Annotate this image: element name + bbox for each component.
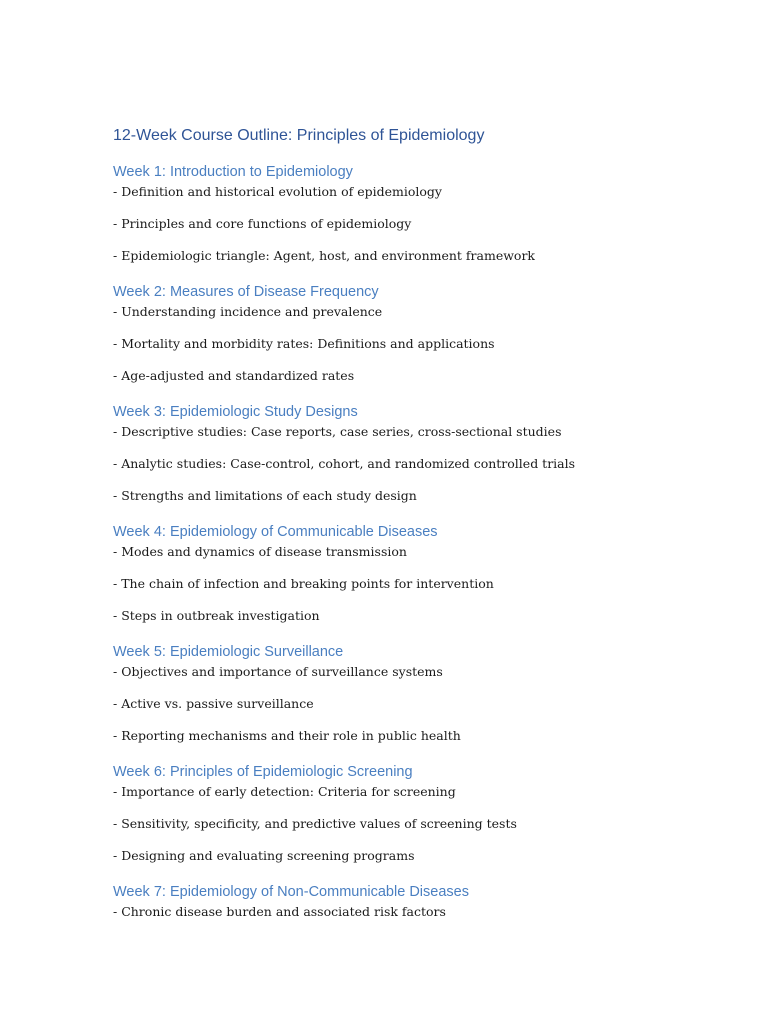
list-item: - Objectives and importance of surveillance systems — [113, 664, 443, 679]
week-heading: Week 4: Epidemiology of Communicable Diseases — [113, 524, 438, 540]
week-heading: Week 3: Epidemiologic Study Designs — [113, 404, 358, 420]
list-item: - Reporting mechanisms and their role in public health — [113, 728, 461, 743]
week-heading: Week 7: Epidemiology of Non-Communicable Diseases — [113, 884, 469, 900]
list-item: - Definition and historical evolution of epidemiology — [113, 184, 442, 199]
week-5-section — [113, 642, 713, 744]
list-item: - Strengths and limitations of each study design — [113, 488, 417, 503]
week-heading: Week 1: Introduction to Epidemiology — [113, 164, 353, 180]
week-3-section — [113, 402, 713, 504]
list-item: - The chain of infection and breaking points for intervention — [113, 576, 494, 591]
week-2-section — [113, 282, 713, 384]
list-item: - Understanding incidence and prevalence — [113, 304, 383, 319]
list-item: - Age-adjusted and standardized rates — [113, 368, 355, 383]
week-6-section — [113, 762, 713, 864]
list-item: - Mortality and morbidity rates: Definitions and applications — [113, 336, 495, 351]
list-item: - Modes and dynamics of disease transmission — [113, 544, 407, 559]
week-heading: Week 5: Epidemiologic Surveillance — [113, 644, 344, 660]
list-item: - Chronic disease burden and associated risk factors — [113, 904, 446, 919]
list-item: - Sensitivity, specificity, and predictive values of screening tests — [113, 816, 517, 831]
document-page — [113, 126, 713, 920]
week-1-section — [113, 162, 713, 264]
week-heading: Week 2: Measures of Disease Frequency — [113, 284, 379, 300]
list-item: - Analytic studies: Case-control, cohort, and randomized controlled trials — [113, 456, 576, 471]
list-item: - Steps in outbreak investigation — [113, 608, 320, 623]
list-item: - Epidemiologic triangle: Agent, host, and environment framework — [113, 248, 535, 263]
list-item: - Principles and core functions of epidemiology — [113, 216, 412, 231]
week-7-section — [113, 882, 713, 920]
week-heading: Week 6: Principles of Epidemiologic Screening — [113, 764, 413, 780]
week-4-section — [113, 522, 713, 624]
list-item: - Importance of early detection: Criteria for screening — [113, 784, 456, 799]
list-item: - Active vs. passive surveillance — [113, 696, 314, 711]
list-item: - Designing and evaluating screening programs — [113, 848, 415, 863]
document-title: 12-Week Course Outline: Principles of Epidemiology — [113, 127, 485, 144]
list-item: - Descriptive studies: Case reports, case series, cross-sectional studies — [113, 424, 562, 439]
